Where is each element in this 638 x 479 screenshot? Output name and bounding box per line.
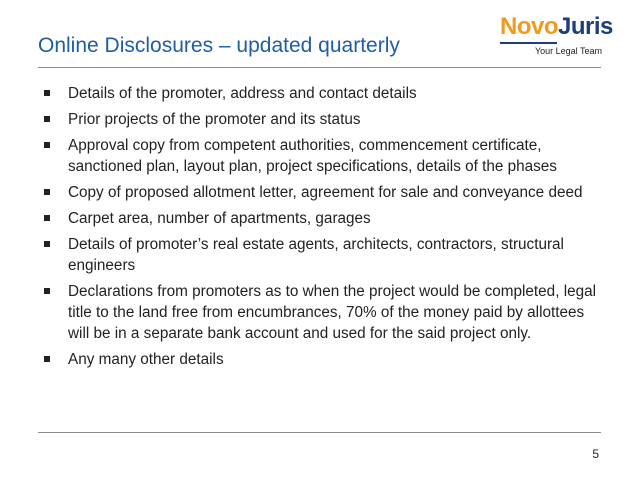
logo-novo-text: Novo — [500, 13, 558, 40]
bullet-text: Declarations from promoters as to when the project would be completed, legal title to the land free from encumbrances, 70% of the money paid by allottees will be in a separate bank account and used for the said project only. — [68, 283, 597, 342]
bullet-text: Copy of proposed allotment letter, agreement for sale and conveyance deed — [68, 184, 583, 201]
bullet-item — [43, 281, 603, 344]
bullet-list — [43, 83, 603, 375]
bullet-text: Approval copy from competent authorities, commencement certificate, sanctioned plan, layout plan, project specifications, details of the phases — [68, 137, 557, 175]
square-bullet-icon — [44, 189, 50, 195]
bullet-item — [43, 182, 603, 203]
bullet-text: Carpet area, number of apartments, garages — [68, 210, 371, 227]
page-number: 5 — [592, 447, 599, 461]
bullet-text: Details of promoter’s real estate agents, architects, contractors, structural engineers — [68, 236, 564, 274]
bullet-item — [43, 135, 603, 177]
bullet-item — [43, 208, 603, 229]
novojuris-logo — [500, 13, 613, 59]
square-bullet-icon — [44, 90, 50, 96]
square-bullet-icon — [44, 356, 50, 362]
square-bullet-icon — [44, 142, 50, 148]
title-divider — [38, 67, 601, 68]
logo-wordmark — [500, 13, 613, 41]
square-bullet-icon — [44, 241, 50, 247]
logo-tagline: Your Legal Team — [534, 46, 602, 56]
slide-title: Online Disclosures – updated quarterly — [38, 34, 400, 57]
bullet-item — [43, 109, 603, 130]
bullet-item — [43, 234, 603, 276]
square-bullet-icon — [44, 288, 50, 294]
logo-underline — [500, 42, 557, 44]
footer-divider — [38, 432, 601, 433]
bullet-text: Details of the promoter, address and contact details — [68, 85, 417, 102]
bullet-text: Prior projects of the promoter and its status — [68, 111, 361, 128]
logo-juris-text: Juris — [558, 13, 613, 40]
bullet-text: Any many other details — [68, 351, 224, 368]
square-bullet-icon — [44, 215, 50, 221]
bullet-item — [43, 349, 603, 370]
bullet-item — [43, 83, 603, 104]
square-bullet-icon — [44, 116, 50, 122]
